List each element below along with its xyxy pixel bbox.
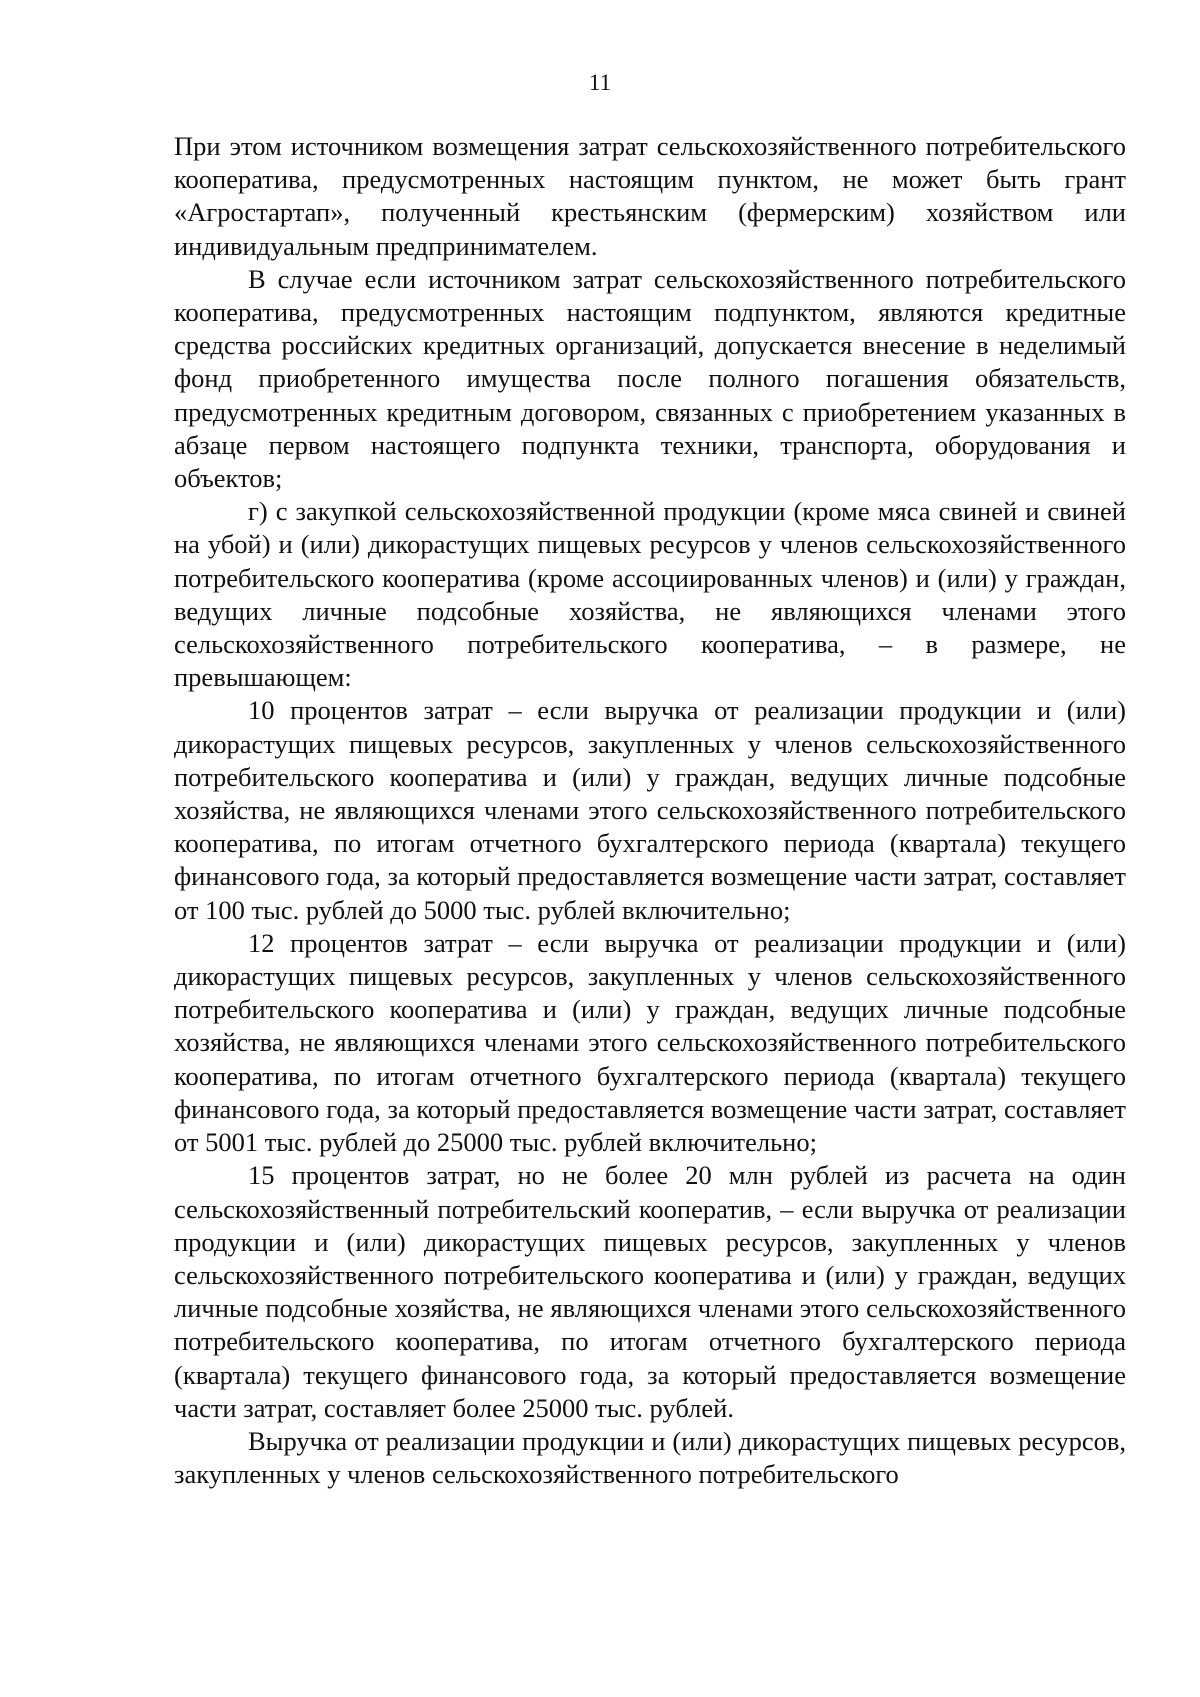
paragraph-subitem-g-purchase: г) с закупкой сельскохозяйственной продукции (кроме мяса свиней и свиней на убой) и (или) дикорастущих пищевых ресурсов у членов сельскохозяйственного потребительского кооператива (кроме ассоциированных членов) и (или) у граждан, ведущих личные подсобные хозяйства, не являющихся членами этого сельскохозяйственного потребительского кооператива, – в размере, не превышающем: (174, 496, 1126, 693)
document-body (174, 130, 1126, 1491)
page-number: 11 (588, 70, 612, 95)
paragraph-15-percent: 15 процентов затрат, но не более 20 млн рублей из расчета на один сельскохозяйственный потребительский кооператив, – если выручка от реализации продукции и (или) дикорастущих пищевых ресурсов, закупленных у членов сельскохозяйственного потребительского кооператива и (или) у граждан, ведущих личные подсобные хозяйства, не являющихся членами этого сельскохозяйственного потребительского кооператива, по итогам отчетного бухгалтерского периода (квартала) текущего финансового года, за который предоставляется возмещение части затрат, составляет более 25000 тыс. рублей. (174, 1160, 1126, 1423)
paragraph-12-percent: 12 процентов затрат – если выручка от реализации продукции и (или) дикорастущих пищевых ресурсов, закупленных у членов сельскохозяйственного потребительского кооператива и (или) у граждан, ведущих личные подсобные хозяйства, не являющихся членами этого сельскохозяйственного потребительского кооператива, по итогам отчетного бухгалтерского периода (квартала) текущего финансового года, за который предоставляется возмещение части затрат, составляет от 5001 тыс. рублей до 25000 тыс. рублей включительно; (174, 927, 1126, 1158)
paragraph-grant-exclusion: При этом источником возмещения затрат сельскохозяйственного потребительского кооператива, предусмотренных настоящим пунктом, не может быть грант «Агростартап», полученный крестьянским (фермерским) хозяйством или индивидуальным предпринимателем. (174, 131, 1126, 261)
paragraph-credit-funds: В случае если источником затрат сельскохозяйственного потребительского кооператива, предусмотренных настоящим подпунктом, являются кредитные средства российских кредитных организаций, допускается внесение в неделимый фонд приобретенного имущества после полного погашения обязательств, предусмотренных кредитным договором, связанных с приобретением указанных в абзаце первом настоящего подпункта техники, транспорта, оборудования и объектов; (174, 263, 1126, 494)
paragraph-10-percent: 10 процентов затрат – если выручка от реализации продукции и (или) дикорастущих пищевых ресурсов, закупленных у членов сельскохозяйственного потребительского кооператива и (или) у граждан, ведущих личные подсобные хозяйства, не являющихся членами этого сельскохозяйственного потребительского кооператива, по итогам отчетного бухгалтерского периода (квартала) текущего финансового года, за который предоставляется возмещение части затрат, составляет от 100 тыс. рублей до 5000 тыс. рублей включительно; (174, 695, 1126, 925)
paragraph-revenue-continued: Выручка от реализации продукции и (или) дикорастущих пищевых ресурсов, закупленных у членов сельскохозяйственного потребительского (174, 1425, 1126, 1490)
